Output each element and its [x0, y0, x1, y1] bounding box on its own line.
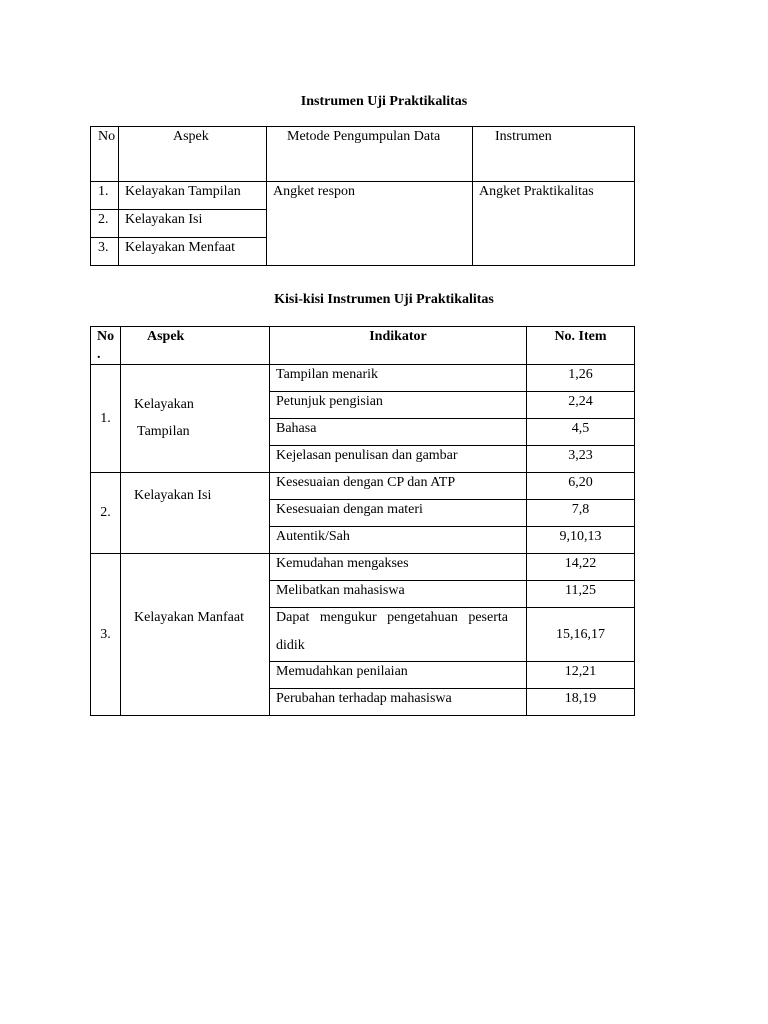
header-no-line1: No: [97, 329, 115, 344]
group-no: 3.: [91, 554, 121, 716]
header-item: No. Item: [527, 327, 635, 365]
row-no: 3.: [91, 238, 119, 266]
row-aspek: Kelayakan Tampilan: [119, 182, 267, 210]
item-cell: 11,25: [527, 581, 635, 608]
table-row: [91, 182, 635, 210]
indikator-cell: Bahasa: [270, 419, 527, 446]
group-aspek: [121, 365, 270, 473]
indikator-cell: Kesesuaian dengan materi: [270, 500, 527, 527]
table-row: [91, 554, 635, 581]
indikator-cell: Kejelasan penulisan dan gambar: [270, 446, 527, 473]
indikator-line1: Dapat mengukur pengetahuan peserta: [276, 610, 508, 625]
item-cell: 4,5: [527, 419, 635, 446]
header-no: No: [91, 127, 119, 182]
indikator-cell: Autentik/Sah: [270, 527, 527, 554]
indikator-cell: [270, 608, 527, 662]
practicality-instrument-table: [90, 126, 635, 266]
header-aspek: Aspek: [121, 327, 270, 365]
indikator-cell: Melibatkan mahasiswa: [270, 581, 527, 608]
table2-title: Kisi-kisi Instrumen Uji Praktikalitas: [274, 292, 494, 307]
row-aspek: Kelayakan Menfaat: [119, 238, 267, 266]
header-metode: Metode Pengumpulan Data: [267, 127, 473, 182]
indikator-line2: didik: [276, 638, 305, 653]
item-cell: 3,23: [527, 446, 635, 473]
indikator-cell: Tampilan menarik: [270, 365, 527, 392]
header-indikator: Indikator: [270, 327, 527, 365]
header-instrumen: Instrumen: [473, 127, 635, 182]
item-cell: 14,22: [527, 554, 635, 581]
indikator-cell: Petunjuk pengisian: [270, 392, 527, 419]
item-cell: 15,16,17: [527, 608, 635, 662]
group-aspek-line1: Kelayakan: [134, 397, 194, 412]
group-no: 1.: [91, 365, 121, 473]
indikator-cell: Kemudahan mengakses: [270, 554, 527, 581]
row-no: 2.: [91, 210, 119, 238]
table-header-row: [91, 127, 635, 182]
row-no: 1.: [91, 182, 119, 210]
indikator-cell: Kesesuaian dengan CP dan ATP: [270, 473, 527, 500]
item-cell: 12,21: [527, 662, 635, 689]
item-cell: 7,8: [527, 500, 635, 527]
header-no-line2: .: [97, 347, 101, 362]
item-cell: 9,10,13: [527, 527, 635, 554]
header-aspek: Aspek: [119, 127, 267, 182]
indikator-cell: Perubahan terhadap mahasiswa: [270, 689, 527, 716]
table-row: [91, 473, 635, 500]
item-cell: 6,20: [527, 473, 635, 500]
group-aspek: Kelayakan Isi: [121, 473, 270, 554]
item-cell: 1,26: [527, 365, 635, 392]
indikator-cell: Memudahkan penilaian: [270, 662, 527, 689]
group-aspek-line2: Tampilan: [137, 424, 190, 439]
instrumen-cell: Angket Praktikalitas: [473, 182, 635, 266]
header-no: [91, 327, 121, 365]
row-aspek: Kelayakan Isi: [119, 210, 267, 238]
group-no: 2.: [91, 473, 121, 554]
table-row: [91, 365, 635, 392]
item-cell: 2,24: [527, 392, 635, 419]
group-aspek: Kelayakan Manfaat: [121, 554, 270, 716]
table-header-row: [91, 327, 635, 365]
table1-title: Instrumen Uji Praktikalitas: [300, 94, 468, 109]
item-cell: 18,19: [527, 689, 635, 716]
practicality-grid-table: [90, 326, 635, 716]
metode-cell: Angket respon: [267, 182, 473, 266]
